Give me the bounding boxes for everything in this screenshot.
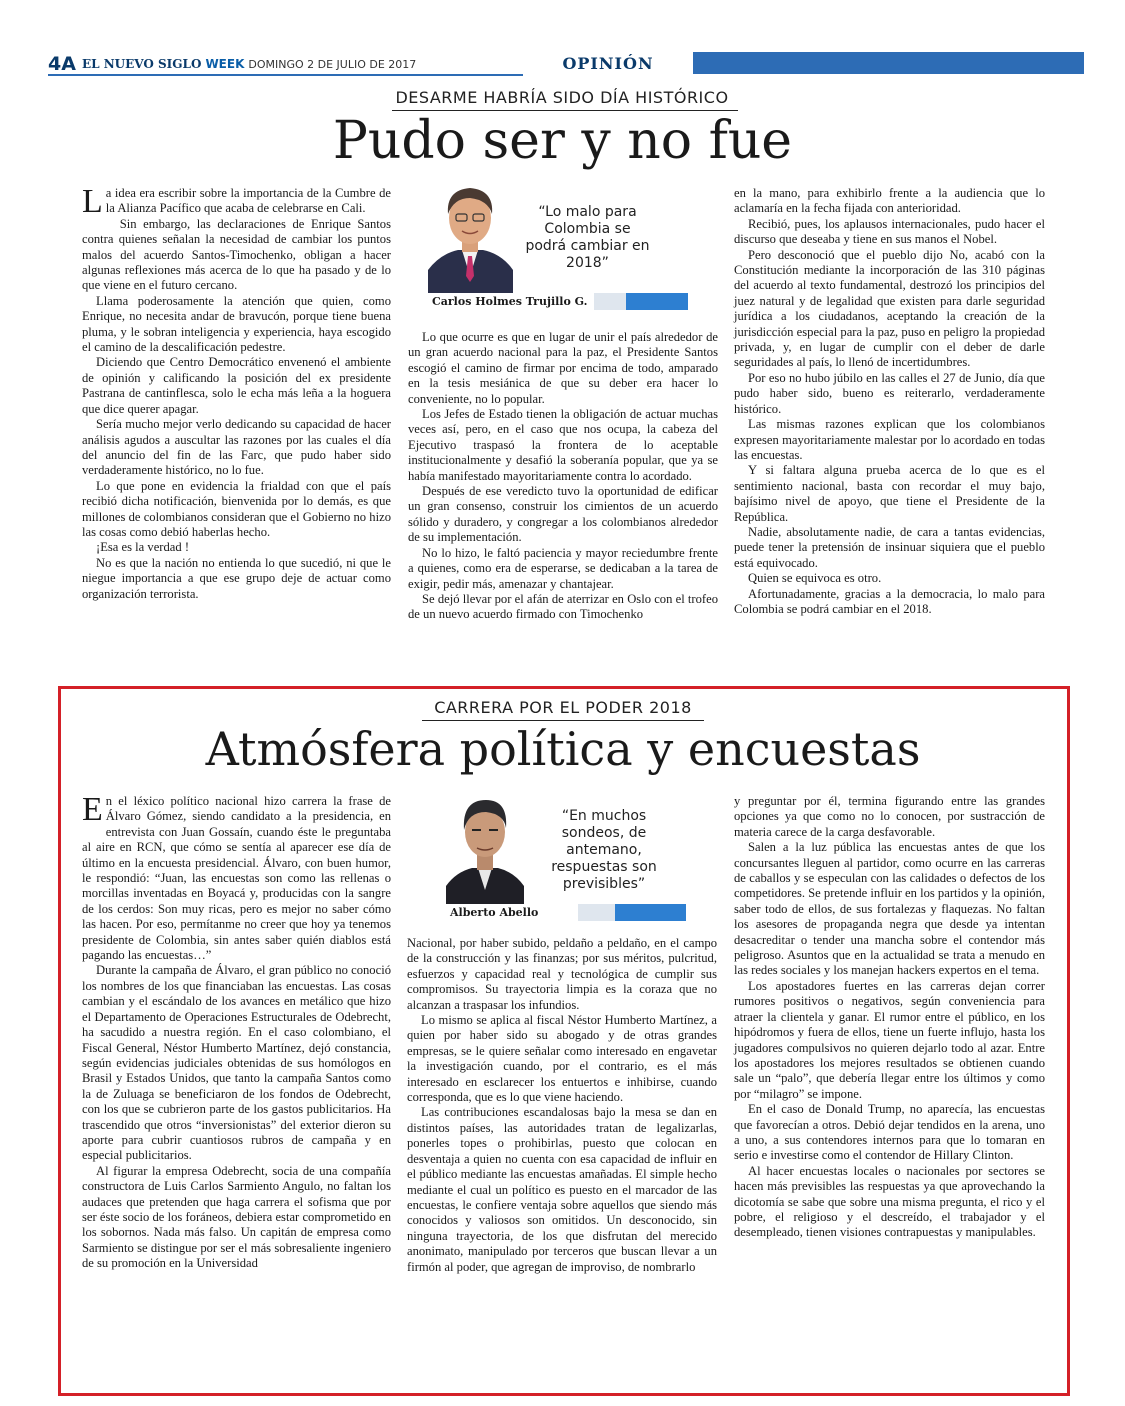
paragraph: Al hacer encuestas locales o nacionales por sectores se hacen más previsibles las respuestas ya que aprovechando la dicotomía se sabe que sobre una misma pregunta, el rico y el pobre, el religioso y el descreído, el trabajador y el desempleado, tienen visiones contrapuestas y manipulables.: [734, 1163, 1045, 1240]
author-portrait-icon: [428, 178, 513, 294]
author-portrait-icon: [446, 790, 524, 904]
paragraph: Sería mucho mejor verlo dedicando su capacidad de hacer análisis agudos a auscultar las razones por las cuales el día del anuncio del fin de las Farc, que pudo haber sido verdaderamente histórico, no lo fue.: [82, 417, 391, 478]
header-left: [48, 52, 416, 76]
section-title: OPINIÓN: [562, 54, 654, 73]
article1-headline: Pudo ser y no fue: [332, 111, 793, 171]
paragraph: Quien se equivoca es otro.: [748, 571, 882, 586]
paragraph: ¡Esa es la verdad !: [96, 540, 190, 555]
byline-gray-bar: [594, 293, 626, 310]
publication-name: EL NUEVO SIGLO: [81, 57, 202, 71]
paragraph: En el léxico político nacional hizo carrera la frase de Álvaro Gómez, siendo candidato a la presidencia, en entrevista con Juan Gossaín, cuando éste le preguntaba al aire en RCN, que cómo se sentía al aparecer ese día de último en la encuesta presidencial. Álvaro, con buen humor, le respondió: “Juan, las encuestas son como las rellenas o morcillas inventadas en Boyacá y, producidas con la sangre de los cerdos: Son muy ricas, pero es mejor no saber cómo las hacen. Por eso, permítanme no creer que hoy ya tenemos presidente de Colombia, sin antes saber quién diablos está pagando las encuestas…”: [82, 791, 391, 963]
paragraph: y preguntar por él, termina figurando entre las grandes opciones ya que como no lo conocen, por sustracción de materia carece de la carga desfavorable.: [734, 794, 1045, 839]
author-name: Alberto Abello: [446, 904, 578, 921]
paragraph: Lo mismo se aplica al fiscal Néstor Humberto Martínez, a quien por haber sido su abogado y de otras grandes empresas, se le quiere señalar como interesado en engavetar la investigación cuando, por el contrario, es el más interesado en esclarecer los entuertos e inhibirse, cuando corresponda, que es lo que viene haciendo.: [407, 1013, 717, 1105]
paragraph: Por eso no hubo júbilo en las calles el 27 de Junio, día que pudo haber sido, bueno es reiterarlo, verdaderamente histórico.: [734, 370, 1045, 416]
paragraph: Lo que pone en evidencia la frialdad con que el país recibió dicha notificación, bienvenida por lo demás, es que millones de colombianos consideran que el Gobierno no hizo las cosas como debió haberlas hecho.: [82, 478, 391, 539]
page-number: 4A: [48, 53, 76, 75]
article2-column-1: [82, 791, 391, 1272]
article2-pull-quote: “En muchos sondeos, de antemano, respuestas son previsibles”: [551, 808, 657, 892]
article1-column-2: [408, 330, 718, 623]
byline-blue-bar: [615, 904, 686, 921]
issue-date: DOMINGO 2 DE JULIO DE 2017: [248, 57, 417, 71]
paragraph: Recibió, pues, los aplausos internacionales, pudo hacer el discurso que deseaba y tiene en sus manos el Nobel.: [734, 216, 1045, 247]
paragraph: No es que la nación no entienda lo que sucedió, ni que le niegue importancia a que ese grupo deje de actuar como organización terrorista.: [82, 555, 391, 601]
paragraph: La idea era escribir sobre la importancia de la Cumbre de la Alianza Pacífico que acaba de celebrarse en Cali.: [82, 183, 391, 220]
article1-pull-quote: “Lo malo para Colombia se podrá cambiar en 2018”: [525, 204, 650, 271]
author-photo-carlos-holmes: [428, 178, 513, 294]
paragraph: Salen a la luz pública las encuestas antes de que los concursantes lleguen al partidor, como ocurre en las carreras de caballos y se especulan con las calidades o defectos de los competidores. Se pretende influir en los partidos y la opinión, saber todo de ellos, de sus fortalezas y flaquezas. No faltan los asesores de propaganda negra que desde ya intentan desacreditar o tender una mancha sobre el contendor más peligroso. Asuntos que en la actualidad se trata a menudo en las redes sociales y los manejan hackers expertos en el tema.: [734, 840, 1045, 978]
page-header: [48, 52, 1084, 76]
header-blue-bar: [693, 52, 1084, 74]
article2-byline: [446, 904, 686, 921]
byline-gray-bar: [578, 904, 615, 921]
paragraph: Los Jefes de Estado tienen la obligación de actuar muchas veces así, pero, en el caso que nos ocupa, la cabeza del Ejecutivo traspasó la frontera de lo aceptable institucionalmente y desafió la soberanía popular, que ya se había manifestado mayoritariamente contra lo acordado.: [408, 407, 718, 483]
paragraph: Y si faltara alguna prueba acerca de lo que es el sentimiento nacional, basta con recordar el muy bajo, bajísimo nivel de apoyo, que tiene el Presidente de la República.: [734, 463, 1045, 524]
paragraph: Sin embargo, las declaraciones de Enrique Santos contra quienes señalan la necesidad de cambiar los puntos malos del acuerdo Santos-Timochenko, obligan a hacer algunas reflexiones más acerca de lo que ha pasado y de lo que viene en el futuro cercano.: [82, 216, 391, 293]
article1-column-3: [734, 186, 1045, 617]
article2-headline: Atmósfera política y encuestas: [205, 722, 921, 776]
article2-column-2: [407, 936, 717, 1275]
paragraph: No lo hizo, le faltó paciencia y mayor reciedumbre frente a quienes, como era de esperarse, se dedicaban a la tarea de exigir, pedir más, amenazar y chantajear.: [408, 545, 718, 591]
paragraph: Después de ese veredicto tuvo la oportunidad de edificar un gran consenso, construir los cimientos de un acuerdo sólido y duradero, y congregar a los colombianos alrededor de su implementación.: [408, 484, 718, 545]
paragraph: Nadie, absolutamente nadie, de cara a tantas evidencias, puede tener la pretensión de insinuar siquiera que el pueblo está equivocado.: [734, 524, 1045, 570]
paragraph: Diciendo que Centro Democrático envenenó el ambiente de opinión y calificando la posición del ex presidente Pastrana de cantinflesca, solo le echa más leña a la hoguera que dice querer apagar.: [82, 355, 391, 416]
author-name: Carlos Holmes Trujillo G.: [428, 293, 594, 310]
article1-byline: [428, 293, 688, 310]
publication-week: WEEK: [205, 57, 245, 71]
paragraph: en la mano, para exhibirlo frente a la audiencia que lo aclamaría en la fecha fijada con anterioridad.: [734, 186, 1045, 216]
paragraph: Se dejó llevar por el afán de aterrizar en Oslo con el trofeo de un nuevo acuerdo firmado con Timochenko: [408, 591, 718, 622]
paragraph: Afortunadamente, gracias a la democracia, lo malo para Colombia se podrá cambiar en el 2018.: [734, 586, 1045, 616]
article2-kicker: CARRERA POR EL PODER 2018: [434, 698, 692, 717]
article2-column-3: [734, 794, 1045, 1241]
author-photo-alberto-abello: [446, 790, 524, 904]
paragraph: Pero desconoció que el pueblo dijo No, acabó con la Constitución mediante la incorporación de las 310 páginas del acuerdo al texto fundamental, destrozó los principios del juez natural y de legalidad que existen para darle seguridad jurídica a los ciudadanos, aceptando la creación de la jurisdicción especial para la paz, puso en peligro la propiedad privada, y, en lugar de cumplir con el deber de darle seguridades al país, lo llenó de incertidumbres.: [734, 247, 1045, 370]
paragraph: Las mismas razones explican que los colombianos expresen mayoritariamente malestar por lo acordado en todas las encuestas.: [734, 417, 1045, 462]
paragraph: Lo que ocurre es que en lugar de unir el país alrededor de un gran acuerdo nacional para la paz, el Presidente Santos escogió el camino de firmar por encima de todo, amparado en la tesis mesiánica de que su deber era hacer lo conveniente, no lo popular.: [408, 330, 718, 406]
paragraph: Nacional, por haber subido, peldaño a peldaño, en el campo de la construcción y las finanzas; por sus méritos, pulcritud, esfuerzos y capacidad real y tecnológica de cumplir sus compromisos. Su trayectoria limpia es la coraza que no alcanzan a traspasar los infundios.: [407, 936, 717, 1012]
paragraph: En el caso de Donald Trump, no aparecía, las encuestas que favorecían a otros. Debió dejar tendidos en la arena, uno a uno, a sus contendores internos para que lo tomaran en serio e investirse como el contendor de Hillary Clinton.: [734, 1102, 1045, 1163]
paragraph: Llama poderosamente la atención que quien, como Enrique, no necesita andar de bravucón, porque tiene buena pluma, y le sobran inteligencia y experiencia, haya escogido el camino de la descalificación pedestre.: [82, 293, 391, 355]
paragraph: Las contribuciones escandalosas bajo la mesa se dan en distintos países, las autoridades tratan de legalizarlas, ponerles topes o prohibirlas, puesto que colocan en desventaja a quien no cuenta con esa capacidad de influir en el público mediante las encuestas amañadas. El simple hecho mediante el cual un político es puesto en el marcador de las encuestas, le confiere ventaja sobre aquellos que siendo más conocidos y valiosos son omitidos. Un desconocido, sin ninguna trayectoria, de los que disfrutan del merecido anonimato, manipulado por terceros que buscan llevar a un firmón al poder, que agregan de improviso, de nombrarlo: [407, 1105, 717, 1274]
paragraph: Al figurar la empresa Odebrecht, socia de una compañía constructora de Luis Carlos Sarmiento Angulo, no faltan los audaces que pretenden que haga carrera el sofisma que por ser éste socio de los foráneos, debiera estar comprometido en los sobornos. Nada más falso. Un capitán de empresa como Sarmiento se distingue por ser el más sobresaliente ingeniero de su promoción en la Universidad: [82, 1163, 391, 1271]
byline-blue-bar: [626, 293, 688, 310]
article1-kicker: DESARME HABRÍA SIDO DÍA HISTÓRICO: [395, 88, 729, 107]
paragraph: Durante la campaña de Álvaro, el gran público no conoció los nombres de los que financiaban las encuestas. Las cosas cambian y el escándalo de los avances en metálico que hizo el Departamento de Operaciones Estructurales de Odebrecht, ha sacudido a nuestra región. En el caso colombiano, el Fiscal General, Néstor Humberto Martínez, dejó constancia, según evidencias judiciales obtenidas de sus homólogos en Brasil y Estados Unidos, que tanto la campaña Santos como la de Zuluaga se beneficiaron de los fondos de Odebrecht, con los que se cubrieron parte de los gastos publicitarios. Ha trascendido que otros “inversionistas” del exterior dieron su aporte para cubrir cuantiosos rubros de campaña y en especial publicitarios.: [82, 963, 391, 1163]
article1-column-1: [82, 183, 391, 602]
paragraph: Los apostadores fuertes en las carreras dejan correr rumores positivos o negativos, según conveniencia para atraer la clientela y ganar. El rumor entre el público, en los hipódromos y fuera de ellos, tiene un fuerte influjo, hasta los jugadores compulsivos no quieren dejarlo todo al azar. Entre los apostadores los mejores resultados se obtienen cuando sale un “palo”, que debería llegar entre los últimos y como por “milagro” se impone.: [734, 978, 1045, 1101]
